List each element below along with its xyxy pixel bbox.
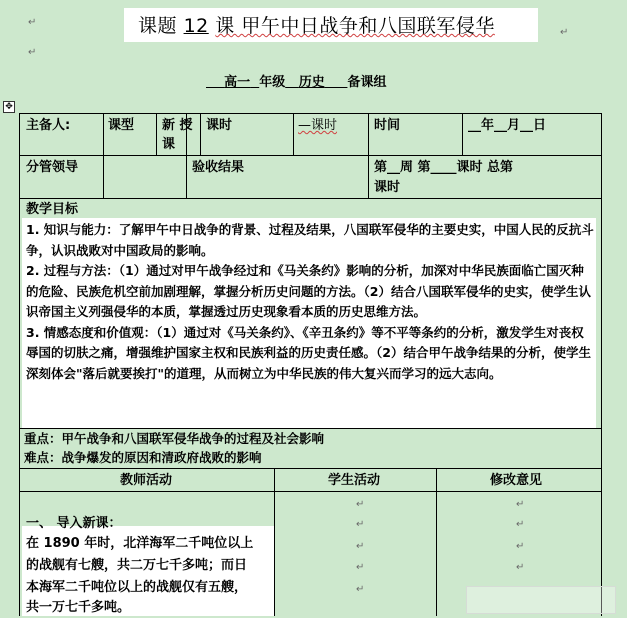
paragraph-mark: ↵ bbox=[516, 541, 525, 552]
watermark-logo bbox=[466, 586, 616, 614]
goal-emotion: 3. 情感态度和价值观：（1）通过对《马关条约》、《辛丑条约》等不平等条约的分析，激发学生对丧权辱国的切肤之痛，增强维护国家主权和民族利益的历史责任感。（2）结合甲午战争结果的分析，使学生深刻体会"落后就要挨打"的道理，从而树立为中华民族的伟大复兴而学习的远大志向。 bbox=[26, 324, 591, 381]
key-point: 重点：甲午战争和八国联军侵华战争的过程及社会影响 bbox=[24, 431, 325, 446]
leader-label: 分管领导 bbox=[26, 160, 79, 175]
paragraph-mark: ↵ bbox=[516, 519, 525, 530]
paragraph-mark: ↵ bbox=[356, 584, 365, 595]
new-class-label-2: 课 bbox=[162, 137, 176, 152]
teacher-line: 的战舰有七艘，共二万七千多吨；而日 bbox=[26, 558, 248, 573]
teacher-line: 在 1890 年时，北洋海军二千吨位以上 bbox=[26, 536, 254, 551]
table-rule bbox=[368, 113, 369, 198]
hours-label: 课时 bbox=[206, 118, 233, 133]
paragraph-mark: ↵ bbox=[356, 519, 365, 530]
page-title bbox=[138, 11, 495, 38]
table-rule bbox=[19, 198, 601, 199]
title-number: 12 bbox=[183, 15, 209, 37]
goals-heading: 教学目标 bbox=[26, 202, 79, 217]
teacher-activity-header: 教师活动 bbox=[120, 473, 173, 488]
one-hour-label: —课时 bbox=[298, 118, 338, 133]
table-rule bbox=[19, 113, 601, 114]
paragraph-mark: ↵ bbox=[516, 499, 525, 510]
week-line-2: 课时 bbox=[374, 180, 401, 195]
grade-subject-line bbox=[206, 71, 386, 90]
lead-in-heading: 一、 导入新课： bbox=[26, 516, 122, 531]
teacher-line: 本海军二千吨位以上的战舰仅有五艘， bbox=[26, 580, 248, 595]
title-text: 课 甲午中日战争和八国联军侵华 bbox=[215, 15, 495, 37]
grade-value: 高一 bbox=[224, 75, 251, 90]
table-rule bbox=[601, 113, 602, 616]
time-label: 时间 bbox=[374, 118, 401, 133]
teacher-line: 共一万七千多吨。 bbox=[26, 600, 131, 615]
table-rule bbox=[462, 113, 463, 155]
date-field: __年__月__日 bbox=[468, 118, 547, 133]
paragraph-mark: ↵ bbox=[356, 541, 365, 552]
paragraph-mark: ↵ bbox=[516, 562, 525, 573]
table-rule bbox=[19, 155, 601, 156]
paragraph-mark: ↵ bbox=[356, 499, 365, 510]
table-rule bbox=[19, 468, 601, 469]
table-rule bbox=[293, 113, 294, 155]
new-class-label: 新 授 bbox=[162, 118, 193, 133]
paragraph-mark: ↵ bbox=[28, 47, 37, 58]
table-rule bbox=[274, 468, 275, 616]
paragraph-mark: ↵ bbox=[560, 27, 569, 38]
goal-knowledge: 1. 知识与能力：了解甲午中日战争的背景、过程及结果，八国联军侵华的主要史实，中国人民的反抗斗争，认识战败对中国政局的影响。 bbox=[26, 222, 594, 258]
table-rule bbox=[436, 468, 437, 616]
revision-header: 修改意见 bbox=[490, 473, 543, 488]
table-rule bbox=[200, 113, 201, 155]
group-suffix: 备课组 bbox=[347, 75, 387, 90]
acceptance-label: 验收结果 bbox=[192, 160, 245, 175]
table-rule bbox=[19, 491, 601, 492]
student-activity-header: 学生活动 bbox=[328, 473, 381, 488]
goals-body bbox=[26, 220, 594, 384]
subject-value: 历史 bbox=[298, 75, 325, 90]
week-line-1: 第__周 第____课时 总第 bbox=[374, 160, 514, 175]
table-rule bbox=[103, 113, 104, 198]
paragraph-mark: ↵ bbox=[28, 17, 37, 28]
table-rule bbox=[19, 113, 20, 616]
preparer-label: 主备人: bbox=[26, 118, 71, 133]
title-prefix: 课题 bbox=[138, 15, 178, 37]
grade-suffix: 年级 bbox=[259, 75, 286, 90]
table-move-handle-icon[interactable]: ✥ bbox=[3, 101, 15, 113]
goal-process: 2. 过程与方法：（1）通过对甲午战争经过和《马关条约》影响的分析，加深对中华民族面临亡国灭种的危险、民族危机空前加剧理解，掌握分析历史问题的方法。（2）结合八国联军侵华的史实，使学生认识帝国主义列强侵华的本质，掌握透过历史现象看本质的历史思维方法。 bbox=[26, 263, 591, 319]
paragraph-mark: ↵ bbox=[356, 562, 365, 573]
lesson-type-label: 课型 bbox=[108, 118, 135, 133]
table-rule bbox=[156, 113, 157, 155]
difficulty: 难点：战争爆发的原因和清政府战败的影响 bbox=[24, 450, 262, 465]
